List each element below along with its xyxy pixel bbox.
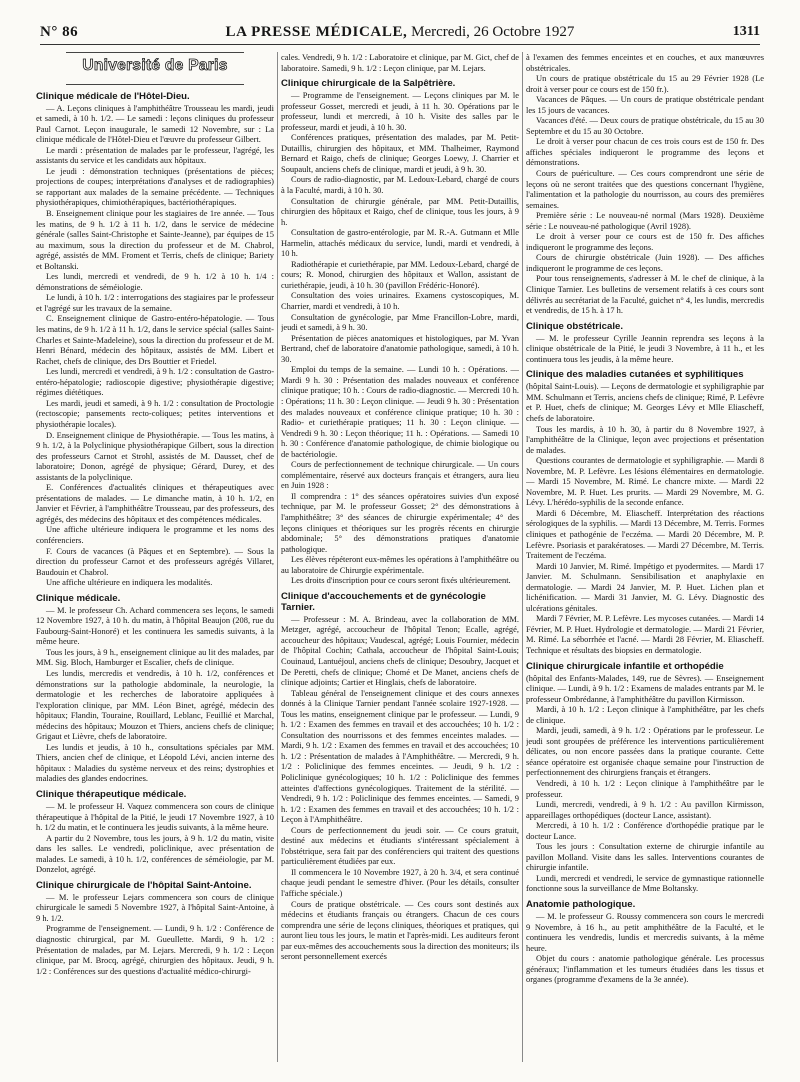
paragraph: Il comprendra : 1° des séances opératoires suivies d'un exposé technique, par M. le professeur Gosset; 2° des démonstrations à l'amphithéâtre; 3° des séances de chirurgie expérimentale; 4° des leçons cliniques et théoriques sur les progrès récents en chirurgie abdominale; 5° des démonstrations pratiques d'anatomie pathologique. bbox=[281, 490, 519, 554]
paragraph: Emploi du temps de la semaine. — Lundi 10 h. : Opérations. — Mardi 9 h. 30 : Présentation des malades nouveaux et conférence clinique pratique; 10 h. : Cours de radio-diagnostic. — Mercredi 10 h. : Opérations; 11 h. 30 : Leçon clinique. — Jeudi 9 h. 30 : Présentation des malades nouveaux et conférence clinique pratique; 10 h. 30 : Radio- et curiethérapie pratiques; 11 h. 30 : Leçon clinique. — Vendredi 9 h. 30 : Leçon théorique; 11 h. : Opérations. — Samedi 10 h. 30 : Conférence d'anatomie pathologique, de chimie biologique ou de bactériologie. bbox=[281, 364, 519, 459]
article-heading: Clinique d'accouchements et de gynécologie Tarnier. bbox=[281, 590, 486, 613]
paragraph: cales. Vendredi, 9 h. 1/2 : Laboratoire et clinique, par M. Gict, chef de laboratoire. Samedi, 9 h. 1/2 : Leçon clinique, par M. Lejars. bbox=[281, 52, 519, 73]
paragraph: Objet du cours : anatomie pathologique générale. Les processus généraux; l'inflammation et les tumeurs étudiées dans les tissus et organes (programme d'examens de la 3e année). bbox=[526, 953, 764, 985]
paragraph: Il commencera le 10 Novembre 1927, à 20 h. 3/4, et sera continué chaque jeudi pendant le semestre d'hiver. (Pour les détails, consulter l'affiche spéciale.) bbox=[281, 866, 519, 899]
article-heading: Anatomie pathologique. bbox=[526, 899, 636, 911]
paragraph: — Programme de l'enseignement. — Leçons cliniques par M. le professeur Gosset, mercredi et jeudi, à 11 h. 30. Opérations par le professeur, lundi et mercredi, à 10 h. Visite des salles par le professeur, mardi et jeudi, à 10 h. 30. bbox=[281, 90, 519, 132]
paragraph: Consultation de chirurgie générale, par MM. Petit-Dutaillis, chirurgien des hôpitaux et Raigo, chef de clinique, tous les jours, à 9 h. bbox=[281, 195, 519, 227]
paragraph: Une affiche ultérieure en indiquera les modalités. bbox=[46, 577, 213, 588]
column-3 bbox=[526, 52, 764, 1067]
article-heading: Clinique chirurgicale de la Salpêtrière. bbox=[281, 78, 456, 90]
paragraph: (hôpital des Enfants-Malades, 149, rue de Sèvres). — Enseignement clinique. — Lundi, à 9 h. 1/2 : Examens de malades entrants par M. le professeur Ombrédanne, à l'amphithéâtre du pavillon Kirmisson. bbox=[526, 672, 764, 704]
paragraph: Cours de perfectionnement de technique chirurgicale. — Un cours complémentaire, réservé aux docteurs français et étrangers, aura lieu en Juin 1928 : bbox=[281, 459, 519, 491]
paragraph: Tableau général de l'enseignement clinique et des cours annexes donnés à la Clinique Tarnier pendant l'année scolaire 1927-1928. — Tous les matins, enseignement clinique par le professeur. — Lundi, 9 h. 1/2 : Examen des femmes en travail et des accouchées; 10 h. 1/2 : Consultation des nourrissons et des femmes enceintes malades. — Mardi, 9 h. 1/2 : Examen des femmes en travail et des accouchées; 10 h. 1/2 : Présentation de malades à l'Amphithéâtre. — Mercredi, 9 h. 1/2 : Policlinique des femmes enceintes. — Jeudi, 9 h. 1/2 : Policlinique gynécologiques; 10 h. 1/2 : Policlinique des femmes atteintes d'affections gynécologiques. Traitement de la stérilité. — Vendredi, 9 h. 1/2 : Policlinique des femmes enceintes. — Samedi, 9 h. 1/2 : Examen des femmes en travail et des accouchées; 10 h. 1/2 : Leçon à l'Amphithéâtre. bbox=[281, 687, 519, 825]
masthead bbox=[40, 24, 760, 41]
paragraph: Cours de pratique obstétricale. — Ces cours sont destinés aux médecins et étudiants français ou étrangers. Chacun de ces cours comprendra une série de leçons cliniques, théoriques et pratiques, qui auront lieu tous les jours, le matin et l'après-midi. Les auditeurs feront par eux-mêmes des accouchements sous la direction des moniteurs; ils seront personnellement exercés bbox=[281, 898, 519, 962]
article-heading: Clinique médicale. bbox=[36, 592, 121, 604]
paragraph: Les lundis et jeudis, à 10 h., consultations spéciales par MM. Thiers, ancien chef de clinique, et Léopold Lévi, ancien interne des hôpitaux : Maladies du système nerveux et des reins; dystrophies et maladies des glandes endocrines. bbox=[36, 741, 274, 784]
paragraph: Le jeudi : démonstration techniques (présentations de pièces; projections de coupes; interprétations d'analyses et de radiographies) se rapportant aux malades de la semaine précédente. — Techniques physiothérapiques, chimiothérapiques, bactériothérapiques. bbox=[36, 165, 274, 208]
issue-number: N° 86 bbox=[40, 24, 79, 40]
paragraph: Les droits d'inscription pour ce cours seront fixés ultérieurement. bbox=[291, 575, 511, 586]
header-rule bbox=[40, 44, 760, 45]
paragraph: Lundi, mercredi et vendredi, le service de gymnastique rationnelle fonctionne sous la surveillance de Mme Boltansky. bbox=[526, 872, 764, 894]
paragraph: Programme de l'enseignement. — Lundi, 9 h. 1/2 : Conférence de diagnostic chirurgical, par M. Gueullette. Mardi, 9 h. 1/2 : Présentation de malades, par M. Lejars. Mercredi, 9 h. 1/2 : Leçon clinique, par M. Brocq, agrégé, chirurgien des hôpitaux. Jeudi, 9 h. 1/2 : Conférences sur des questions d'actualité médico-chirurgi- bbox=[36, 923, 274, 976]
paragraph: — M. le professeur H. Vaquez commencera son cours de clinique thérapeutique à l'hôpital de la Pitié, le jeudi 17 Novembre 1927, à 10 h. 1/2 du matin, et le continuera les jeudis suivants, à la même heure. bbox=[36, 801, 274, 833]
paragraph: Pour tous renseignements, s'adresser à M. le chef de clinique, à la Clinique Tarnier. Les bulletins de versement relatifs à ces cours sont délivrés au secrétariat de la Faculté, guichet n° 4, les lundis, mercredis et vendredis, de 15 h. à 17 h. bbox=[526, 273, 764, 316]
paragraph: C. Enseignement clinique de Gastro-entéro-hépatologie. — Tous les matins, de 9 h. 1/2 à 11 h. 1/2, dans le service spécial (salles Saint-Charles et Sainte-Madeleine), sous la direction du professeur et de M. Henri Bénard, médecin des hôpitaux, assistés de MM. Libert et Rachet, chefs de clinique, des Drs Bouttier et Friedel. bbox=[36, 313, 274, 366]
paragraph: Les lundi, mercredi et vendredi, de 9 h. 1/2 à 10 h. 1/4 : démonstrations de séméiologie. bbox=[36, 271, 274, 292]
article-heading: Clinique chirurgicale infantile et orthopédie bbox=[526, 660, 724, 672]
column-divider bbox=[277, 52, 278, 1062]
paragraph: Mardi, à 10 h. 1/2 : Leçon clinique à l'amphithéâtre, par les chefs de clinique. bbox=[526, 704, 764, 725]
paragraph: Les lundis, mercredis et vendredis, à 10 h. 1/2, conférences et démonstrations sur la pathologie abdominale, la neurologie, la dermatologie et les recherches de laboratoire appliquées à l'exploration clinique, par MM. Léon Binet, agrégé, médecin des hôpitaux; Flandin, Touraine, Rouillard, Leblanc, Feuillié et Marchal, médecins des hôpitaux; Mouzon et Thiers, anciens chefs de clinique; Grigaut et Lièvre, chefs de laboratoire. bbox=[36, 667, 274, 742]
page-number: 1311 bbox=[732, 24, 760, 39]
column-2 bbox=[281, 52, 519, 1067]
paragraph: Vendredi, à 10 h. 1/2 : Leçon clinique à l'amphithéâtre par le professeur. bbox=[526, 778, 764, 799]
paragraph: Lundi, mercredi, vendredi, à 9 h. 1/2 : Au pavillon Kirmisson, appareillages orthopédiques (docteur Lance, assistant). bbox=[526, 799, 764, 820]
paragraph: F. Cours de vacances (à Pâques et en Septembre). — Sous la direction du professeur Carnot et des professeurs agrégés Villaret, Baudouin et Chabrol. bbox=[36, 545, 274, 577]
paragraph: B. Enseignement clinique pour les stagiaires de 1re année. — Tous les matins, de 9 h. 1/2 à 11 h. 1/2, dans le service de médecine générale (salles Saint-Christophe et Sainte-Jeanne), par équipes de 15 au maximum, sous la direction du professeur et de M. Chabrol, agrégé, assistés de MM. Froment et Terris, chefs de clinique; Bariety et Boltanski. bbox=[36, 208, 274, 271]
section-title: Université de Paris bbox=[82, 57, 228, 74]
paragraph: Vacances de Pâques. — Un cours de pratique obstétricale pendant les 15 jours de vacances. bbox=[526, 94, 764, 115]
paragraph: Vacances d'été. — Deux cours de pratique obstétricale, du 15 au 30 Septembre et du 15 au 30 Octobre. bbox=[526, 115, 764, 136]
paragraph: Une affiche ultérieure indiquera le programme et les noms des conférenciers. bbox=[36, 524, 274, 545]
paragraph: — Professeur : M. A. Brindeau, avec la collaboration de MM. Metzger, agrégé, accoucheur de l'hôpital Tenon; Ecalle, agrégé, accoucheur des hôpitaux; Vaudescal, agrégé; Louis Fournier, médecin de l'hôpital Cochin; Cathala, accoucheur de l'hôpital Saint-Louis; Couinaud, Lantuéjoul, anciens chefs de clinique; Desoubry, Jacquet et De Peretti, chefs de clinique; Chomé et De Manet, anciens chefs de clinique adjoints; Cartier et Hinglais, chefs de laboratoire. bbox=[281, 613, 519, 688]
paragraph: Tous les jours : Consultation externe de chirurgie infantile au pavillon Molland. Visite dans les salles. Interventions courantes de chirurgie infantile. bbox=[526, 841, 764, 873]
article-heading: Clinique médicale de l'Hôtel-Dieu. bbox=[36, 90, 190, 102]
paragraph: Tous les jours, à 9 h., enseignement clinique au lit des malades, par MM. Sig. Bloch, Hamburger et Escalier, chefs de clinique. bbox=[36, 646, 274, 668]
paragraph: — M. le professeur Ch. Achard commencera ses leçons, le samedi 12 Novembre 1927, à 10 h. du matin, à l'hôpital Beaujon (208, rue du Faubourg-Saint-Honoré) et les continuera les samedis suivants, à la même heure. bbox=[36, 604, 274, 647]
paragraph: — M. le professeur Cyrille Jeannin reprendra ses leçons à la clinique obstétricale de la Pitié, le jeudi 3 Novembre, à 11 h., et les continuera tous les jeudis, à la même heure. bbox=[526, 332, 764, 364]
paragraph: Le droit à verser pour chacun de ces trois cours est de 150 fr. Des affiches spéciales indiqueront le programme des leçons et démonstrations. bbox=[526, 136, 764, 168]
paragraph: (hôpital Saint-Louis). — Leçons de dermatologie et syphiligraphie par MM. Schulmann et Terris, anciens chefs de clinique; Rimé, P. Lefèvre et P. Huet, chefs de clinique; M. Georges Lévy et Mlle Eliascheff, chefs de laboratoire. bbox=[526, 381, 764, 423]
paragraph: Mardi 6 Décembre, M. Eliascheff. Interprétation des réactions sérologiques de la syphilis. — Mardi 13 Décembre, M. Terris. Formes cliniques et pathogénie de l'eczéma. — Mardi 20 Décembre, M. P. Lefèvre. Psoriasis et parakératoses. — Mardi 27 Décembre, M. Terris. Traitement de l'eczéma. bbox=[526, 507, 764, 561]
section-banner bbox=[66, 52, 244, 85]
paragraph: Les élèves répéteront eux-mêmes les opérations à l'amphithéâtre ou au laboratoire de Chirurgie expérimentale. bbox=[281, 554, 519, 575]
journal-title: LA PRESSE MÉDICALE, bbox=[225, 24, 408, 40]
paragraph: Le lundi, à 10 h. 1/2 : interrogations des stagiaires par le professeur et l'agrégé sur les travaux de la semaine. bbox=[36, 292, 274, 313]
paragraph: Cours de perfectionnement du jeudi soir. — Ce cours gratuit, destiné aux médecins et étudiants s'intéressant spécialement à l'obstétrique, sera fait par des conférenciers qui traitent des questions particulièrement étudiées par eux. bbox=[281, 824, 519, 867]
column-divider bbox=[522, 52, 523, 1062]
paragraph: Présentation de pièces anatomiques et histologiques, par M. Yvan Bertrand, chef de laboratoire d'anatomie pathologique, samedi, à 10 h. 30. bbox=[281, 332, 519, 364]
paragraph: D. Enseignement clinique de Physiothérapie. — Tous les matins, à 9 h. 1/2, à la Polyclinique physiothérapique Gilbert, sous la direction des professeurs Carnot et Strohl, assistés de M. Dausset, chef de laboratoire; Donon, agrégé de physique; Gérard, Durey, et des assistants de la polyclinique. bbox=[36, 429, 274, 482]
article-heading: Clinique des maladies cutanées et syphilitiques bbox=[526, 369, 744, 381]
paragraph: Mardi, jeudi, samedi, à 9 h. 1/2 : Opérations par le professeur. Le jeudi sont groupées de préférence les interventions particulièrement délicates, ou non encore passées dans la pratique courante. Cette séance opératoire est organisée chaque semaine pour l'instruction de perfectionnement des chirurgiens français et étrangers. bbox=[526, 725, 764, 778]
paragraph: Première série : Le nouveau-né normal (Mars 1928). Deuxième série : Le nouveau-né pathologique (Avril 1928). bbox=[526, 210, 764, 231]
paragraph: Radiothérapie et curiethérapie, par MM. Ledoux-Lebard, chargé de cours; R. Monod, chirurgien des hôpitaux et Wallon, assistant de curiethérapie, jeudi, à 10 h. 30 (pavillon Frédéric-Honoré). bbox=[281, 258, 519, 290]
paragraph: — M. le professeur G. Roussy commencera son cours le mercredi 9 Novembre, à 16 h., au petit amphithéâtre de la Faculté, et le continuera les vendredis, lundis et mercredis suivants, à la même heure. bbox=[526, 911, 764, 953]
paragraph: Un cours de pratique obstétricale du 15 au 29 Février 1928 (Le droit à verser pour ce cours est de 150 fr.). bbox=[526, 73, 764, 94]
article-heading: Clinique chirurgicale de l'hôpital Saint-Antoine. bbox=[36, 879, 252, 891]
paragraph: Consultation de gynécologie, par Mme Francillon-Lobre, mardi, jeudi et samedi, à 9 h. 30. bbox=[281, 311, 519, 333]
paragraph: Cours de radio-diagnostic, par M. Ledoux-Lebard, chargé de cours à la Faculté, mardi, à 10 h. 30. bbox=[281, 174, 519, 196]
paragraph: E. Conférences d'actualités cliniques et thérapeutiques avec présentations de malades. — Le dimanche matin, à 10 h. 1/2, en Janvier et Février, à l'amphithéâtre Trousseau, par des professeurs, des agrégés, des médecins des hôpitaux et des compétences médicales. bbox=[36, 482, 274, 524]
article-heading: Clinique obstétricale. bbox=[526, 320, 624, 332]
paragraph: Consultation des voies urinaires. Examens cystoscopiques, M. Charrier, mardi et vendredi, à 10 h. bbox=[281, 290, 519, 312]
article-heading: Clinique thérapeutique médicale. bbox=[36, 789, 187, 800]
paragraph: Mardi 10 Janvier, M. Rimé. Impétigo et pyodermites. — Mardi 17 Janvier. M. Schulmann. Sensibilisation et anaphylaxie en dermatologie. — Mardi 24 Janvier, M. P. Huet. Lichen plan et lichénification. — Mardi 31 Janvier, M. G. Lévy. Diagnostic des ulcérations génitales. bbox=[526, 560, 764, 613]
paragraph: — M. le professeur Lejars commencera son cours de clinique chirurgicale le samedi 5 Novembre 1927, à l'hôpital Saint-Antoine, à 9 h. 1/2. bbox=[36, 891, 274, 923]
paragraph: Questions courantes de dermatologie et syphiligraphie. — Mardi 8 Novembre, M. P. Lefèvre. Les lésions élémentaires en dermatologie. — Mardi 15 Novembre, M. Rimé. Le chancre mixte. — Mardi 22 Novembre, M. P. Huet. Les prurits. — Mardi 29 Novembre, M. G. Lévy. L'hérédo-syphilis de la seconde enfance. bbox=[526, 455, 764, 508]
paragraph: — A. Leçons cliniques à l'amphithéâtre Trousseau les mardi, jeudi et samedi, à 10 h. 1/2. — Le samedi : leçons cliniques du professeur Paul Carnot. Leçon inaugurale, le samedi 12 Novembre, sur : La clinique médicale de l'Hôtel-Dieu et l'œuvre du professeur Gilbert. bbox=[36, 102, 274, 145]
paragraph: à l'examen des femmes enceintes et en couches, et aux manœuvres obstétricales. bbox=[526, 52, 764, 73]
paragraph: Cours de puériculture. — Ces cours comprendront une série de leçons où ne seront traitées que des questions concernant l'hygiène, l'alimentation et la pathologie du nourrisson, au cours des premières semaines. bbox=[526, 168, 764, 210]
paragraph: Tous les mardis, à 10 h. 30, à partir du 8 Novembre 1927, à l'amphithéâtre de la Clinique, leçon avec projections et présentation de malades. bbox=[526, 423, 764, 455]
column-1 bbox=[36, 52, 274, 1067]
issue-date: Mercredi, 26 Octobre 1927 bbox=[411, 24, 575, 40]
paragraph: Conférences pratiques, présentation des malades, par M. Petit-Dutaillis, chirurgien des hôpitaux, et MM. Thalheimer, Raymond Bernard et Raigo, chefs de clinique; Georges Loewy, J. Charrier et Soupault, anciens chefs de clinique, mardi et jeudi, à 9 h. 30. bbox=[281, 132, 519, 174]
paragraph: Consultation de gastro-entérologie, par M. R.-A. Gutmann et Mlle Harmelin, attachés médicaux du service, lundi, mardi et vendredi, à 10 h. bbox=[281, 227, 519, 259]
paragraph: Les lundi, mercredi et vendredi, à 9 h. 1/2 : consultation de Gastro-entéro-hépatologie; radioscopie digestive; physiothérapie digestive; régimes diététiques. bbox=[36, 366, 274, 398]
paragraph: Cours de chirurgie obstétricale (Juin 1928). — Des affiches indiqueront le programme de ces leçons. bbox=[526, 252, 764, 273]
page-header bbox=[40, 22, 760, 42]
paragraph: Le droit à verser pour ce cours est de 150 fr. Des affiches indiqueront le programme des leçons. bbox=[526, 231, 764, 252]
paragraph: Les mardi, jeudi et samedi, à 9 h. 1/2 : consultation de Proctologie (rectoscopie; pansements recto-coliques; petites interventions et physiothérapie locales). bbox=[36, 397, 274, 429]
paragraph: A partir du 2 Novembre, tous les jours, à 9 h. 1/2 du matin, visite dans les salles. Le vendredi, policlinique, avec présentation de malades. Le samedi, à 10 h. 1/2, conférences de séméiologie, par M. Donzelot, agrégé. bbox=[36, 832, 274, 875]
paragraph: Le mardi : présentation de malades par le professeur, l'agrégé, les assistants du service et les candidats aux hôpitaux. bbox=[36, 144, 274, 166]
paragraph: Mardi 7 Février, M. P. Lefèvre. Les mycoses cutanées. — Mardi 14 Février, M. P. Huet. Hydrologie et dermatologie. — Mardi 21 Février, M. Rimé. La séborrhée et l'acné. — Mardi 28 Février, M. Eliascheff. Technique et résultats des biopsies en dermatologie. bbox=[526, 613, 764, 655]
paragraph: Mercredi, à 10 h. 1/2 : Conférence d'orthopédie pratique par le docteur Lance. bbox=[526, 820, 764, 841]
